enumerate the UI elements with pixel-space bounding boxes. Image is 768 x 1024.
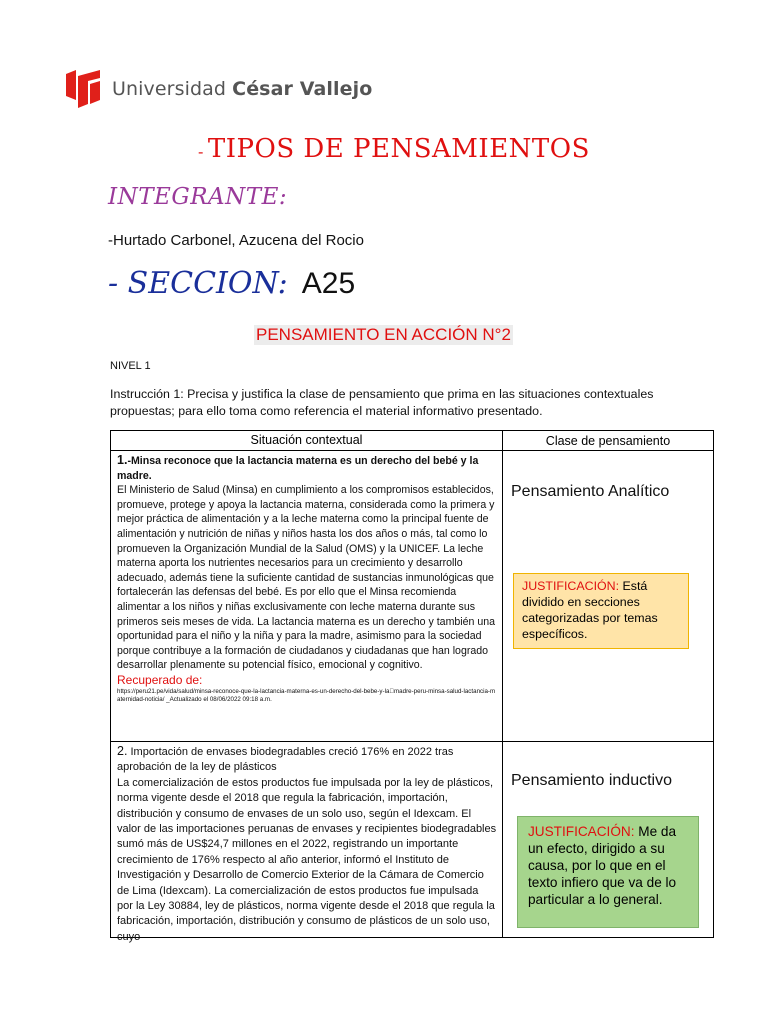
situation-cell <box>111 742 503 943</box>
situation-heading: 1.-Minsa reconoce que la lactancia materna es un derecho del bebé y la madre. <box>117 453 479 482</box>
justification-box <box>513 573 689 649</box>
justification-label: JUSTIFICACIÓN: <box>528 824 635 839</box>
thinking-type-cell <box>503 451 713 741</box>
seccion-label: - SECCION: <box>108 266 288 301</box>
university-logo <box>66 70 372 108</box>
member-name: -Hurtado Carbonel, Azucena del Rocio <box>108 232 364 249</box>
source-label: Recuperado de: <box>117 672 203 687</box>
justification-text: Está dividido en secciones categorizadas por temas específicos. <box>522 579 658 641</box>
situation-body: El Ministerio de Salud (Minsa) en cumplimiento a los compromisos establecidos, promueve, protege y apoya la lactancia materna, considerada como la primera y mejor práctica de alimentación y a la leche materna como la principal fuente de alimentación y nutrición de niñas y niños hasta los dos años o más, tal como lo promueven la Organización Mundial de la Salud (OMS) y la UNICEF. La leche materna aporta los nutrientes necesarios para un crecimiento y desarrollo adecuado, además tiene la suficiente cantidad de sustancias inmunológicas que fortalecerán las defensas del bebé. Es por ello que el Minsa recomienda alimentar a los niños y niñas exclusivamente con leche materna durante sus primeros seis meses de vida. La lactancia materna es un derecho y también una oportunidad para el niño y la niña y para la madre, asimismo para la sociedad porque contribuye a la formación de ciudadanos y ciudadanas que han logrado desarrollar plenamente su potencial físico, emocional y cognitivo. <box>117 484 496 672</box>
thinking-type: Pensamiento inductivo <box>511 772 672 789</box>
table-header <box>111 431 713 451</box>
table-row <box>111 742 713 943</box>
source-url: https://peru21.pe/vida/salud/minsa-reconoce-que-la-lactancia-materna-es-un-derecho-del-bebe-y-la madre-peru-minsa-salud-lactancia-maternidad-noticia/ _Actualizado el 08/06/2022 09:18 a.m. <box>117 687 496 703</box>
ucv-logo-icon <box>66 70 100 108</box>
integrante-label: INTEGRANTE: <box>108 184 288 210</box>
situation-body: La comercialización de estos productos fue impulsada por la ley de plásticos, norma vigente desde el 2018 que regula la fabricación, importación, distribución y consumo de envases de un solo uso, según el Idexcam. El valor de las importaciones peruanas de envases y recipientes biodegradables sumó más de US$24,7 millones en el 2022, registrando un importante crecimiento de 176% respecto al año anterior, informó el Instituto de Investigación y Desarrollo de Comercio Exterior de la Cámara de Comercio de Lima (Idexcam). La comercialización de estos productos fue impulsada por la Ley 30884, ley de plásticos, norma vigente desde el 2018 que regula la fabricación, importación, distribución y consumo de plásticos de un solo uso, cuyo <box>117 776 497 943</box>
justification-label: JUSTIFICACIÓN: <box>522 579 620 593</box>
column-header-clase: Clase de pensamiento <box>545 434 671 448</box>
title-text: TIPOS DE PENSAMIENTOS <box>207 134 590 164</box>
level-label: NIVEL 1 <box>110 360 151 372</box>
thinking-table <box>110 430 714 943</box>
column-header-situacion: Situación contextual <box>111 431 503 450</box>
instruction-text: Instrucción 1: Precisa y justifica la clase de pensamiento que prima en las situaciones contextuales propuestas; para ello toma como referencia el material informativo presentado. <box>110 387 654 418</box>
justification-box <box>517 816 699 928</box>
thinking-type-cell <box>503 742 713 937</box>
title-dash: - <box>198 142 204 161</box>
seccion-value: A25 <box>301 267 356 300</box>
situation-heading: 2. Importación de envases biodegradables creció 176% en 2022 tras aprobación de la ley de plásticos <box>117 744 454 774</box>
university-name: Universidad César Vallejo <box>112 78 373 100</box>
activity-subtitle: PENSAMIENTO EN ACCIÓN N°2 <box>256 325 511 344</box>
document-title <box>198 134 590 164</box>
thinking-type: Pensamiento Analítico <box>511 483 670 500</box>
table-row <box>111 451 713 742</box>
seccion-line <box>108 266 355 301</box>
justification-text: Me da un efecto, dirigido a su causa, por lo que en el texto infiero que va de lo particular a lo general. <box>528 824 677 907</box>
situation-cell <box>111 451 503 741</box>
